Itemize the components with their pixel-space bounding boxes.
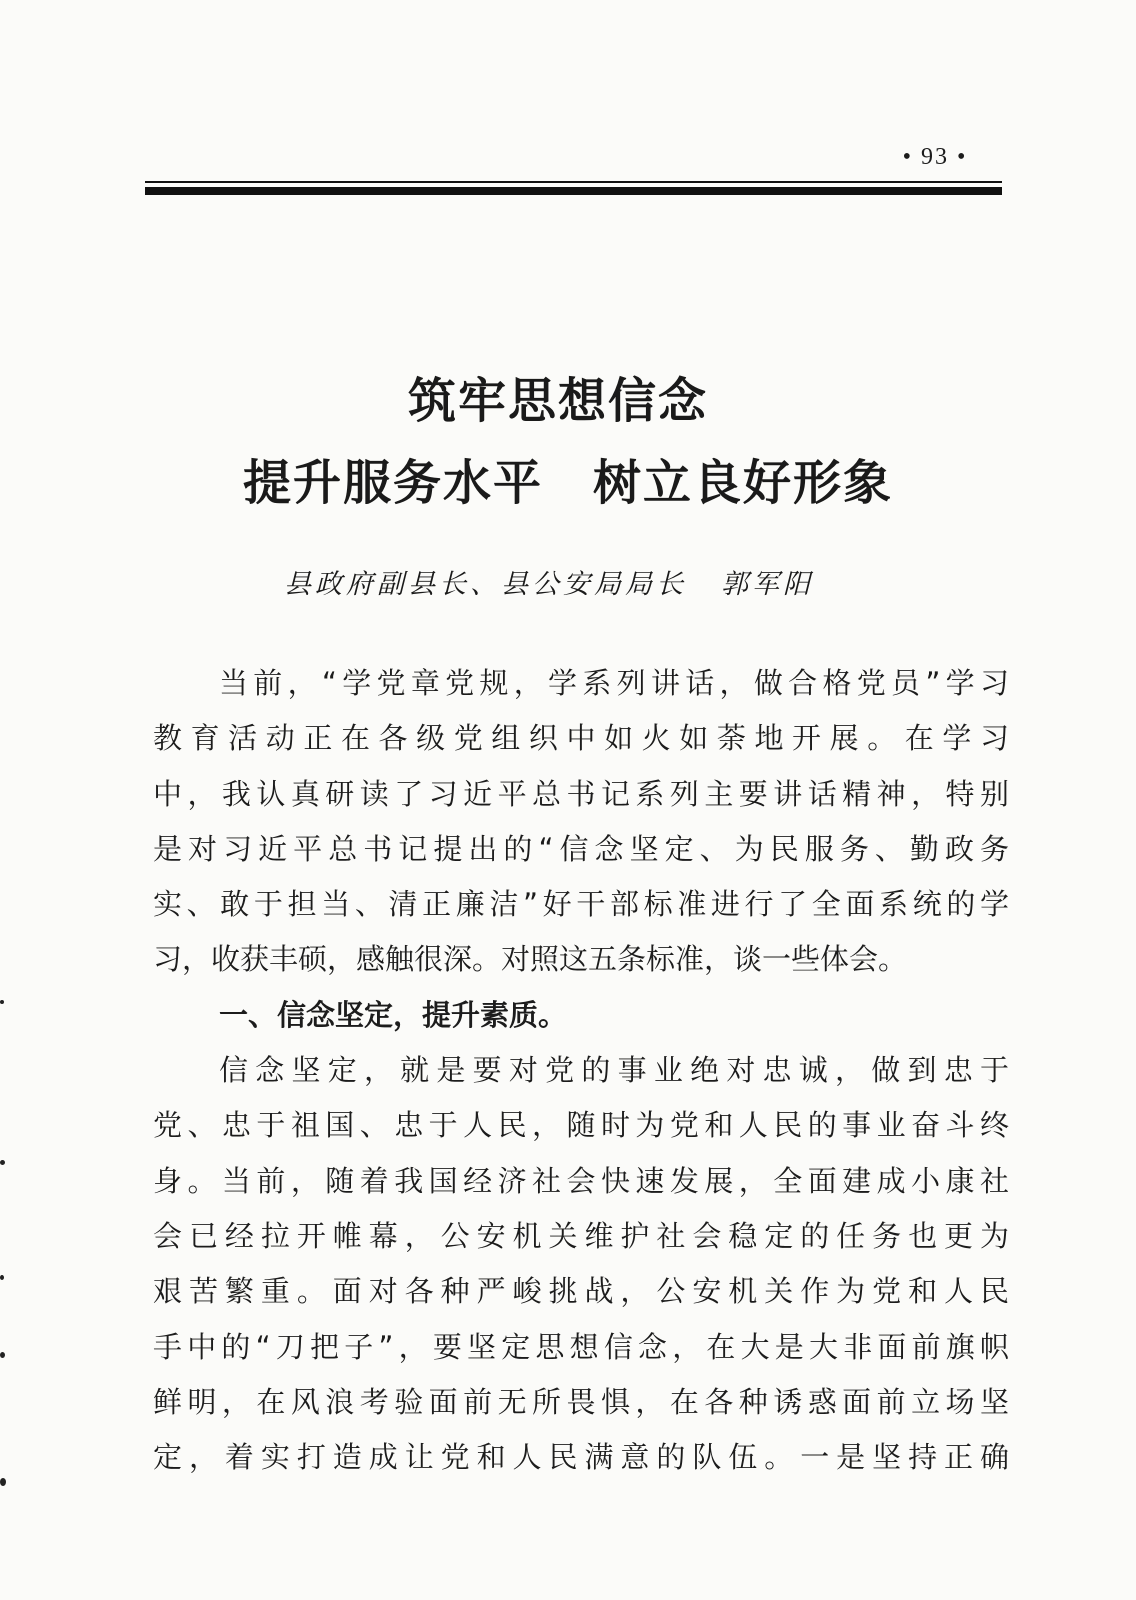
scan-speck	[0, 1478, 6, 1486]
scan-speck	[0, 1275, 4, 1280]
paragraph-line: 当前，“学党章党规，学系列讲话，做合格党员”学习	[219, 666, 1009, 700]
title-line-2	[0, 444, 1136, 513]
paragraph-line: 鲜明，在风浪考验面前无所畏惧，在各种诱惑面前立场坚	[153, 1384, 1009, 1419]
scan-speck	[0, 1160, 5, 1165]
paragraph-line: 手中的“刀把子”，要坚定思想信念，在大是大非面前旗帜	[153, 1329, 1009, 1364]
paragraph-line: 身。当前，随着我国经济社会快速发展，全面建成小康社	[153, 1163, 1009, 1198]
header-rule-thin	[145, 181, 1002, 183]
article-body	[153, 656, 1009, 1485]
title-line-2-part-b: 树立良好形象	[593, 455, 894, 511]
paragraph-line: 中，我认真研读了习近平总书记系列主要讲话精神，特别	[153, 776, 1009, 811]
scan-speck	[0, 1000, 4, 1004]
section-heading: 一、信念坚定，提升素质。	[219, 997, 568, 1032]
author-name: 郭军阳	[721, 569, 814, 600]
scan-speck	[0, 1352, 5, 1358]
title-line-2-part-a: 提升服务水平	[242, 455, 543, 511]
paragraph-line: 党、忠于祖国、忠于人民，随时为党和人民的事业奋斗终	[153, 1108, 1009, 1143]
paragraph-line: 是对习近平总书记提出的“信念坚定、为民服务、勤政务	[153, 831, 1009, 866]
paragraph-line: 习，收获丰硕，感触很深。对照这五条标准，谈一些体会。	[153, 942, 908, 977]
paragraph-line: 艰苦繁重。面对各种严峻挑战，公安机关作为党和人民	[153, 1274, 1009, 1309]
page-number: • 93 •	[902, 144, 968, 170]
paragraph-line: 教育活动正在各级党组织中如火如荼地开展。在学习	[153, 721, 1009, 756]
paragraph-line: 定，着实打造成让党和人民满意的队伍。一是坚持正确	[153, 1440, 1009, 1475]
title-line-1: 筑牢思想信念	[407, 373, 708, 429]
paragraph-line: 实、敢于担当、清正廉洁”好干部标准进行了全面系统的学	[153, 887, 1009, 922]
author-position: 县政府副县长、县公安局局长	[284, 569, 687, 600]
paragraph-line: 会已经拉开帷幕，公安机关维护社会稳定的任务也更为	[153, 1218, 1009, 1253]
paragraph-line: 信念坚定，就是要对党的事业绝对忠诚，做到忠于	[219, 1053, 1009, 1088]
header-rule-thick	[145, 187, 1002, 195]
author-byline	[284, 562, 814, 601]
